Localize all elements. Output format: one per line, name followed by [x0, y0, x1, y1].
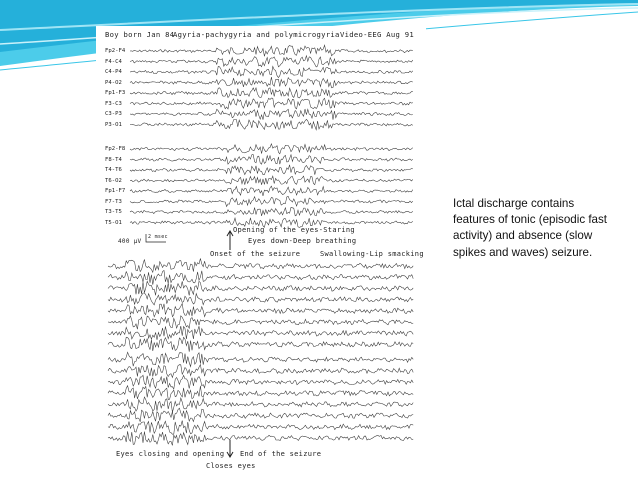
eeg-header-diagnosis: Agyria-pachygyria and polymicrogyria [173, 30, 340, 39]
seizure-end-arrow [227, 440, 233, 457]
eeg-trace-line [130, 119, 413, 130]
slide-caption: Ictal discharge contains features of tonic (episodic fast activity) and absence (slow spikes and waves) seizure. [453, 197, 608, 259]
eeg-trace-line [130, 45, 413, 56]
annotation-closes-eyes: Closes eyes [206, 462, 256, 470]
eeg-trace-line [130, 144, 413, 154]
channel-label: F7-T3 [105, 198, 122, 205]
eeg-trace-line [108, 386, 413, 400]
eeg-trace-line [130, 186, 413, 196]
channel-label: Fp2-F4 [105, 48, 126, 54]
channel-label: Fp1-F3 [105, 90, 126, 96]
eeg-trace-line [130, 109, 413, 120]
eeg-trace-line [130, 155, 413, 165]
annotation-seizure-end: End of the seizure [240, 450, 322, 458]
channel-label: T4-T6 [105, 167, 122, 173]
channel-label: C3-P3 [105, 111, 122, 117]
annotation-swallowing: Swallowing-Lip smacking [320, 250, 424, 258]
eeg-trace-line [108, 352, 413, 366]
channel-label: P4-O2 [105, 79, 122, 86]
annotation-opening-eyes: Opening of the eyes-Staring [233, 226, 355, 234]
channel-label: C4-P4 [105, 69, 122, 75]
eeg-trace-line [108, 271, 413, 285]
eeg-trace-line [130, 207, 413, 216]
eeg-trace-line [130, 196, 413, 206]
annotation-seizure-onset: Onset of the seizure [210, 250, 301, 258]
channel-label: F8-T4 [105, 156, 122, 163]
annotation-eyes-down: Eyes down-Deep breathing [248, 237, 357, 245]
channel-label: T3-T5 [105, 209, 122, 215]
eeg-trace-line [130, 165, 413, 175]
amplitude-scale-label: 400 μV [118, 238, 142, 245]
time-scale-label: 2 msec [148, 234, 168, 240]
eeg-trace-line [130, 88, 413, 98]
channel-label: T5-O1 [105, 219, 122, 226]
eeg-header-study: Video-EEG Aug 91 [340, 30, 415, 39]
eeg-trace-line [108, 375, 413, 389]
eeg-trace-line [108, 304, 413, 317]
eeg-trace-line [130, 77, 413, 88]
channel-label: Fp2-F8 [105, 146, 126, 152]
channel-label: Fp1-F7 [105, 188, 126, 194]
eeg-trace-line [108, 365, 413, 378]
channel-label: F3-C3 [105, 100, 122, 107]
eeg-trace-line [108, 431, 413, 445]
eeg-trace-line [108, 293, 413, 305]
eeg-trace-line [130, 98, 413, 109]
eeg-trace-line [108, 259, 413, 273]
eeg-trace-line [108, 397, 413, 412]
eeg-trace-line [108, 326, 413, 340]
annotation-eyes-closing: Eyes closing and opening [116, 450, 225, 458]
eeg-trace-line [130, 56, 413, 67]
eeg-trace-line [108, 421, 413, 435]
eeg-trace-line [108, 337, 413, 352]
channel-label: F4-C4 [105, 58, 122, 65]
channel-label: T6-O2 [105, 177, 122, 184]
eeg-trace-line [108, 281, 413, 295]
eeg-header-patient: Boy born Jan 84 [105, 30, 175, 39]
eeg-trace-line [130, 66, 413, 77]
eeg-trace-line [108, 316, 413, 329]
eeg-recording-figure [96, 26, 426, 476]
eeg-trace-line [130, 176, 413, 185]
channel-label: P3-O1 [105, 121, 122, 128]
